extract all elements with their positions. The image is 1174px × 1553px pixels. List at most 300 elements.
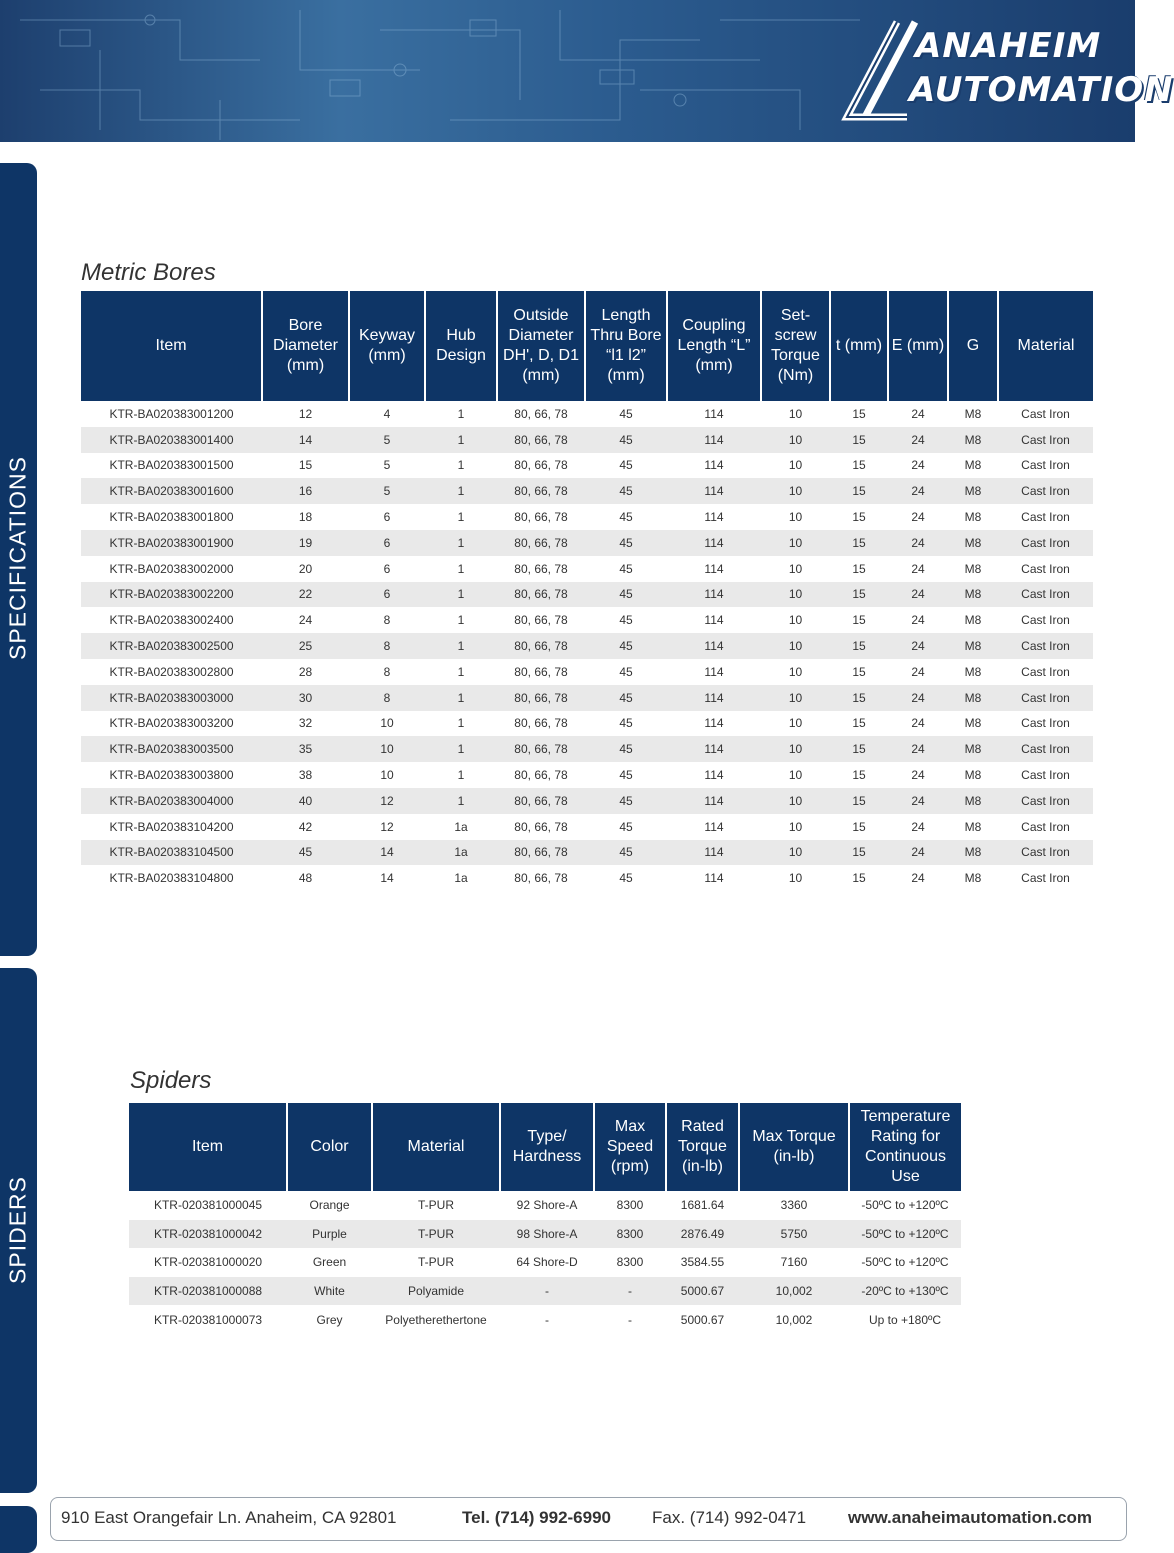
cell-t: 15 [830, 840, 888, 866]
cell-length: 45 [619, 561, 633, 576]
cell-material: T-PUR [372, 1220, 500, 1249]
cell-e: 24 [911, 819, 925, 834]
tab-specifications[interactable] [0, 163, 37, 956]
cell-keyway: 8 [383, 664, 391, 679]
cell-g: M8 [964, 664, 982, 679]
cell-setscrew: 10 [761, 736, 830, 762]
header-color: Color [287, 1103, 372, 1191]
cell-t: 15 [852, 561, 866, 576]
cell-bore: 45 [262, 840, 349, 866]
cell-outside-diameter: 80, 66, 78 [514, 768, 568, 783]
cell-item: KTR-BA020383001500 [109, 458, 234, 473]
cell-setscrew: 10 [788, 510, 803, 525]
cell-bore: 14 [262, 427, 349, 453]
cell-type: - [500, 1277, 594, 1306]
cell-length: 45 [619, 871, 633, 886]
cell-g: M8 [948, 427, 998, 453]
cell-item: KTR-020381000073 [153, 1312, 263, 1327]
cell-t: 15 [830, 788, 888, 814]
cell-item: KTR-BA020383001800 [109, 510, 234, 525]
cell-item: KTR-BA020383001900 [81, 530, 262, 556]
header-t: t (mm) [830, 291, 888, 401]
cell-e: 24 [911, 458, 925, 473]
table-row [81, 530, 1093, 556]
cell-bore: 28 [298, 664, 313, 679]
cell-keyway: 5 [349, 427, 425, 453]
cell-coupling: 114 [667, 633, 761, 659]
table-row [129, 1277, 961, 1306]
cell-setscrew: 10 [788, 871, 803, 886]
cell-setscrew: 10 [761, 840, 830, 866]
cell-outside-diameter: 80, 66, 78 [497, 530, 585, 556]
cell-coupling: 114 [704, 664, 724, 679]
cell-keyway: 10 [349, 736, 425, 762]
cell-speed: 8300 [616, 1198, 644, 1213]
table-row [129, 1191, 961, 1220]
cell-material: Cast Iron [998, 530, 1093, 556]
cell-material: Cast Iron [1021, 510, 1070, 525]
cell-e: 24 [911, 871, 925, 886]
cell-g: M8 [948, 633, 998, 659]
cell-item: KTR-BA020383003200 [109, 716, 234, 731]
cell-g: M8 [948, 736, 998, 762]
cell-e: 24 [888, 530, 948, 556]
cell-e: 24 [888, 478, 948, 504]
cell-rated-torque: 5000.67 [680, 1312, 725, 1327]
cell-bore: 15 [298, 458, 313, 473]
cell-item: KTR-BA020383003500 [81, 736, 262, 762]
cell-material: T-PUR [418, 1198, 454, 1213]
header-bore: Bore Diameter (mm) [262, 291, 349, 401]
cell-bore: 12 [298, 406, 313, 421]
table-row [129, 1305, 961, 1334]
header-outside-diameter: Outside Diameter DH', D, D1 (mm) [497, 291, 585, 401]
cell-setscrew: 10 [761, 478, 830, 504]
cell-bore: 19 [262, 530, 349, 556]
spiders-title: Spiders [130, 1067, 212, 1094]
cell-hub: 1 [425, 427, 497, 453]
cell-keyway: 6 [383, 561, 391, 576]
spiders-table [129, 1103, 961, 1334]
cell-temperature: -50ºC to +120ºC [861, 1255, 949, 1270]
cell-bore: 30 [262, 685, 349, 711]
cell-color: Orange [309, 1198, 350, 1213]
cell-material: Cast Iron [998, 427, 1093, 453]
cell-coupling: 114 [667, 427, 761, 453]
cell-length: 45 [619, 613, 633, 628]
header-item: Item [81, 291, 262, 401]
header-max-torque: Max Torque (in-lb) [739, 1103, 849, 1191]
cell-color: Grey [316, 1312, 343, 1327]
cell-temperature: -50ºC to +120ºC [861, 1198, 949, 1213]
table-row [81, 736, 1093, 762]
cell-outside-diameter: 80, 66, 78 [514, 613, 568, 628]
header-type: Type/ Hardness [500, 1103, 594, 1191]
cell-g: M8 [948, 788, 998, 814]
cell-outside-diameter: 80, 66, 78 [497, 788, 585, 814]
cell-material: Cast Iron [998, 478, 1093, 504]
cell-max-torque: 5750 [739, 1220, 849, 1249]
cell-keyway: 6 [383, 510, 391, 525]
cell-keyway: 6 [349, 582, 425, 608]
cell-coupling: 114 [667, 478, 761, 504]
cell-length: 45 [619, 716, 633, 731]
cell-hub: 1a [425, 840, 497, 866]
cell-hub: 1 [425, 530, 497, 556]
cell-coupling: 114 [704, 768, 724, 783]
cell-g: M8 [964, 716, 982, 731]
header-coupling: Coupling Length “L” (mm) [667, 291, 761, 401]
metric-bores-title: Metric Bores [81, 259, 216, 286]
cell-hub: 1 [425, 582, 497, 608]
table-row [81, 711, 1093, 737]
cell-outside-diameter: 80, 66, 78 [497, 478, 585, 504]
cell-bore: 32 [298, 716, 313, 731]
cell-length: 45 [585, 736, 667, 762]
cell-t: 15 [852, 664, 866, 679]
cell-e: 24 [888, 582, 948, 608]
cell-coupling: 114 [704, 871, 724, 886]
cell-hub: 1a [454, 819, 468, 834]
cell-bore: 16 [262, 478, 349, 504]
cell-item: KTR-020381000020 [153, 1255, 263, 1270]
header-e: E (mm) [888, 291, 948, 401]
cell-keyway: 5 [349, 478, 425, 504]
cell-material: Cast Iron [1021, 716, 1070, 731]
cell-rated-torque: 1681.64 [680, 1198, 725, 1213]
cell-length: 45 [585, 530, 667, 556]
cell-material: Cast Iron [998, 840, 1093, 866]
cell-t: 15 [830, 633, 888, 659]
cell-outside-diameter: 80, 66, 78 [514, 819, 568, 834]
cell-outside-diameter: 80, 66, 78 [497, 736, 585, 762]
cell-keyway: 10 [380, 768, 394, 783]
cell-color: Green [312, 1255, 347, 1270]
cell-e: 24 [888, 840, 948, 866]
cell-t: 15 [852, 406, 866, 421]
cell-g: M8 [964, 561, 982, 576]
cell-coupling: 114 [704, 458, 724, 473]
tab-blank [0, 1506, 37, 1553]
cell-item: KTR-BA020383104200 [109, 819, 234, 834]
cell-coupling: 114 [667, 685, 761, 711]
cell-bore: 40 [262, 788, 349, 814]
cell-coupling: 114 [704, 510, 724, 525]
cell-material: Cast Iron [1021, 871, 1070, 886]
header-temperature: Temperature Rating for Continuous Use [849, 1103, 961, 1191]
cell-material: Cast Iron [998, 736, 1093, 762]
cell-material: Cast Iron [1021, 561, 1070, 576]
table-row [81, 865, 1093, 891]
table-row [81, 633, 1093, 659]
cell-coupling: 114 [667, 530, 761, 556]
cell-item: KTR-BA020383001400 [81, 427, 262, 453]
cell-speed: - [594, 1277, 666, 1306]
cell-setscrew: 10 [788, 458, 803, 473]
cell-item: KTR-BA020383004000 [81, 788, 262, 814]
cell-item: KTR-020381000088 [129, 1277, 287, 1306]
cell-temperature: -50ºC to +120ºC [849, 1220, 961, 1249]
cell-speed: 8300 [616, 1255, 644, 1270]
cell-keyway: 4 [383, 406, 391, 421]
anaheim-automation-logo [827, 12, 1174, 130]
cell-outside-diameter: 80, 66, 78 [497, 685, 585, 711]
cell-t: 15 [830, 427, 888, 453]
table-row [81, 840, 1093, 866]
cell-bore: 35 [262, 736, 349, 762]
metric-bores-table [81, 291, 1093, 891]
cell-max-torque: 3360 [780, 1198, 808, 1213]
cell-e: 24 [888, 788, 948, 814]
cell-hub: 1 [425, 685, 497, 711]
cell-setscrew: 10 [788, 716, 803, 731]
cell-type: - [545, 1312, 549, 1327]
table-row [129, 1248, 961, 1277]
cell-coupling: 114 [704, 819, 724, 834]
cell-length: 45 [585, 582, 667, 608]
cell-item: KTR-BA020383001600 [81, 478, 262, 504]
cell-max-torque: 10,002 [775, 1312, 813, 1327]
cell-g: M8 [964, 510, 982, 525]
cell-keyway: 8 [349, 633, 425, 659]
cell-length: 45 [585, 427, 667, 453]
table-row [81, 427, 1093, 453]
cell-max-torque: 10,002 [739, 1277, 849, 1306]
cell-t: 15 [830, 478, 888, 504]
cell-setscrew: 10 [761, 530, 830, 556]
cell-coupling: 114 [667, 840, 761, 866]
cell-material: Cast Iron [1021, 768, 1070, 783]
cell-outside-diameter: 80, 66, 78 [497, 582, 585, 608]
cell-t: 15 [852, 716, 866, 731]
cell-g: M8 [964, 871, 982, 886]
cell-material: Polyetherethertone [385, 1312, 487, 1327]
cell-hub: 1 [457, 510, 465, 525]
cell-material: Cast Iron [1021, 664, 1070, 679]
header-keyway: Keyway (mm) [349, 291, 425, 401]
header-rated-torque: Rated Torque (in-lb) [666, 1103, 739, 1191]
cell-setscrew: 10 [788, 768, 803, 783]
cell-outside-diameter: 80, 66, 78 [514, 406, 568, 421]
spiders-header-row [129, 1103, 961, 1191]
cell-length: 45 [585, 840, 667, 866]
cell-item: KTR-BA020383104800 [109, 871, 234, 886]
table-row [81, 504, 1093, 530]
cell-setscrew: 10 [761, 633, 830, 659]
cell-hub: 1 [425, 736, 497, 762]
cell-material: Cast Iron [1021, 458, 1070, 473]
cell-g: M8 [964, 458, 982, 473]
cell-setscrew: 10 [788, 613, 803, 628]
table-row [81, 607, 1093, 633]
cell-coupling: 114 [667, 582, 761, 608]
tab-spiders-label: SPIDERS [4, 1176, 31, 1284]
cell-setscrew: 10 [788, 819, 803, 834]
tab-spiders[interactable] [0, 968, 37, 1493]
cell-coupling: 114 [704, 716, 724, 731]
cell-setscrew: 10 [788, 664, 803, 679]
cell-color: White [287, 1277, 372, 1306]
cell-hub: 1 [457, 613, 465, 628]
cell-max-torque: 7160 [780, 1255, 808, 1270]
cell-length: 45 [585, 478, 667, 504]
table-row [81, 582, 1093, 608]
cell-outside-diameter: 80, 66, 78 [514, 716, 568, 731]
logo-line2: AUTOMATION [909, 70, 1174, 110]
cell-outside-diameter: 80, 66, 78 [514, 664, 568, 679]
header-material: Material [998, 291, 1093, 401]
cell-item: KTR-020381000045 [153, 1198, 263, 1213]
table-row [81, 478, 1093, 504]
cell-item: KTR-BA020383002400 [109, 613, 234, 628]
footer-address: 910 East Orangefair Ln. Anaheim, CA 92801 [61, 1508, 397, 1527]
cell-hub: 1 [457, 664, 465, 679]
cell-speed: 8300 [594, 1220, 666, 1249]
cell-e: 24 [888, 633, 948, 659]
cell-e: 24 [911, 613, 925, 628]
cell-item: KTR-020381000042 [129, 1220, 287, 1249]
table-row [81, 685, 1093, 711]
cell-material: Cast Iron [998, 633, 1093, 659]
cell-item: KTR-BA020383003000 [81, 685, 262, 711]
cell-setscrew: 10 [761, 582, 830, 608]
cell-keyway: 14 [349, 840, 425, 866]
cell-outside-diameter: 80, 66, 78 [497, 427, 585, 453]
cell-t: 15 [852, 871, 866, 886]
cell-bore: 20 [298, 561, 313, 576]
cell-t: 15 [852, 510, 866, 525]
cell-rated-torque: 5000.67 [666, 1277, 739, 1306]
cell-setscrew: 10 [788, 561, 803, 576]
table-row [81, 762, 1093, 788]
header-setscrew: Set-screw Torque (Nm) [761, 291, 830, 401]
cell-g: M8 [964, 613, 982, 628]
cell-t: 15 [852, 768, 866, 783]
table-row [81, 401, 1093, 427]
cell-coupling: 114 [704, 613, 724, 628]
cell-e: 24 [888, 427, 948, 453]
cell-type: 64 Shore-D [516, 1255, 578, 1270]
cell-setscrew: 10 [761, 788, 830, 814]
cell-e: 24 [911, 406, 925, 421]
header-g: G [948, 291, 998, 401]
cell-t: 15 [852, 458, 866, 473]
cell-g: M8 [948, 685, 998, 711]
cell-hub: 1 [457, 406, 465, 421]
cell-bore: 48 [298, 871, 313, 886]
cell-length: 45 [619, 510, 633, 525]
table-row [81, 814, 1093, 840]
cell-length: 45 [585, 788, 667, 814]
cell-material: Cast Iron [1021, 406, 1070, 421]
cell-bore: 42 [298, 819, 313, 834]
table-row [81, 659, 1093, 685]
cell-hub: 1 [425, 478, 497, 504]
cell-hub: 1a [454, 871, 468, 886]
cell-rated-torque: 2876.49 [666, 1220, 739, 1249]
cell-item: KTR-BA020383002800 [109, 664, 234, 679]
header-hub: Hub Design [425, 291, 497, 401]
cell-temperature: -20ºC to +130ºC [849, 1277, 961, 1306]
cell-setscrew: 10 [788, 406, 803, 421]
cell-coupling: 114 [704, 406, 724, 421]
cell-material: Cast Iron [998, 582, 1093, 608]
cell-t: 15 [830, 582, 888, 608]
cell-g: M8 [948, 582, 998, 608]
cell-outside-diameter: 80, 66, 78 [497, 633, 585, 659]
table-row [81, 556, 1093, 582]
logo-line1: ANAHEIM [915, 26, 1102, 66]
cell-hub: 1 [457, 458, 465, 473]
cell-hub: 1 [425, 788, 497, 814]
cell-e: 24 [911, 716, 925, 731]
cell-g: M8 [948, 478, 998, 504]
cell-item: KTR-BA020383003800 [109, 768, 234, 783]
cell-coupling: 114 [667, 788, 761, 814]
cell-item: KTR-BA020383002200 [81, 582, 262, 608]
footer-website-link[interactable]: www.anaheimautomation.com [848, 1508, 1093, 1527]
cell-bore: 24 [298, 613, 313, 628]
cell-length: 45 [585, 685, 667, 711]
cell-g: M8 [964, 768, 982, 783]
cell-coupling: 114 [667, 736, 761, 762]
cell-outside-diameter: 80, 66, 78 [514, 458, 568, 473]
cell-e: 24 [911, 664, 925, 679]
header-length: Length Thru Bore “l1 l2” (mm) [585, 291, 667, 401]
cell-outside-diameter: 80, 66, 78 [514, 871, 568, 886]
cell-bore: 22 [262, 582, 349, 608]
cell-g: M8 [948, 840, 998, 866]
table-row [81, 453, 1093, 479]
cell-material: Cast Iron [1021, 819, 1070, 834]
cell-hub: 1 [457, 561, 465, 576]
cell-item: KTR-BA020383104500 [81, 840, 262, 866]
cell-bore: 18 [298, 510, 313, 525]
cell-item: KTR-BA020383001200 [109, 406, 234, 421]
cell-hub: 1 [457, 716, 465, 731]
cell-keyway: 12 [349, 788, 425, 814]
cell-type: 92 Shore-A [516, 1198, 578, 1213]
cell-hub: 1 [425, 633, 497, 659]
table-row [81, 788, 1093, 814]
footer-phone: Tel. (714) 992-6990 [462, 1508, 611, 1527]
footer-fax: Fax. (714) 992-0471 [652, 1508, 807, 1527]
cell-bore: 25 [262, 633, 349, 659]
cell-e: 24 [911, 561, 925, 576]
cell-material: Cast Iron [998, 685, 1093, 711]
cell-keyway: 14 [380, 871, 394, 886]
cell-type: 98 Shore-A [500, 1220, 594, 1249]
cell-e: 24 [911, 510, 925, 525]
cell-length: 45 [585, 633, 667, 659]
cell-material: T-PUR [418, 1255, 454, 1270]
cell-outside-diameter: 80, 66, 78 [514, 510, 568, 525]
table-row [129, 1220, 961, 1249]
cell-bore: 38 [298, 768, 313, 783]
cell-g: M8 [964, 819, 982, 834]
header-banner [0, 0, 1174, 142]
cell-material: Polyamide [372, 1277, 500, 1306]
cell-outside-diameter: 80, 66, 78 [497, 840, 585, 866]
cell-hub: 1 [457, 768, 465, 783]
cell-e: 24 [911, 768, 925, 783]
cell-item: KTR-BA020383002500 [81, 633, 262, 659]
cell-e: 24 [888, 685, 948, 711]
cell-length: 45 [619, 768, 633, 783]
cell-coupling: 114 [704, 561, 724, 576]
cell-length: 45 [619, 406, 633, 421]
footer-contact-bar [50, 1497, 1127, 1541]
